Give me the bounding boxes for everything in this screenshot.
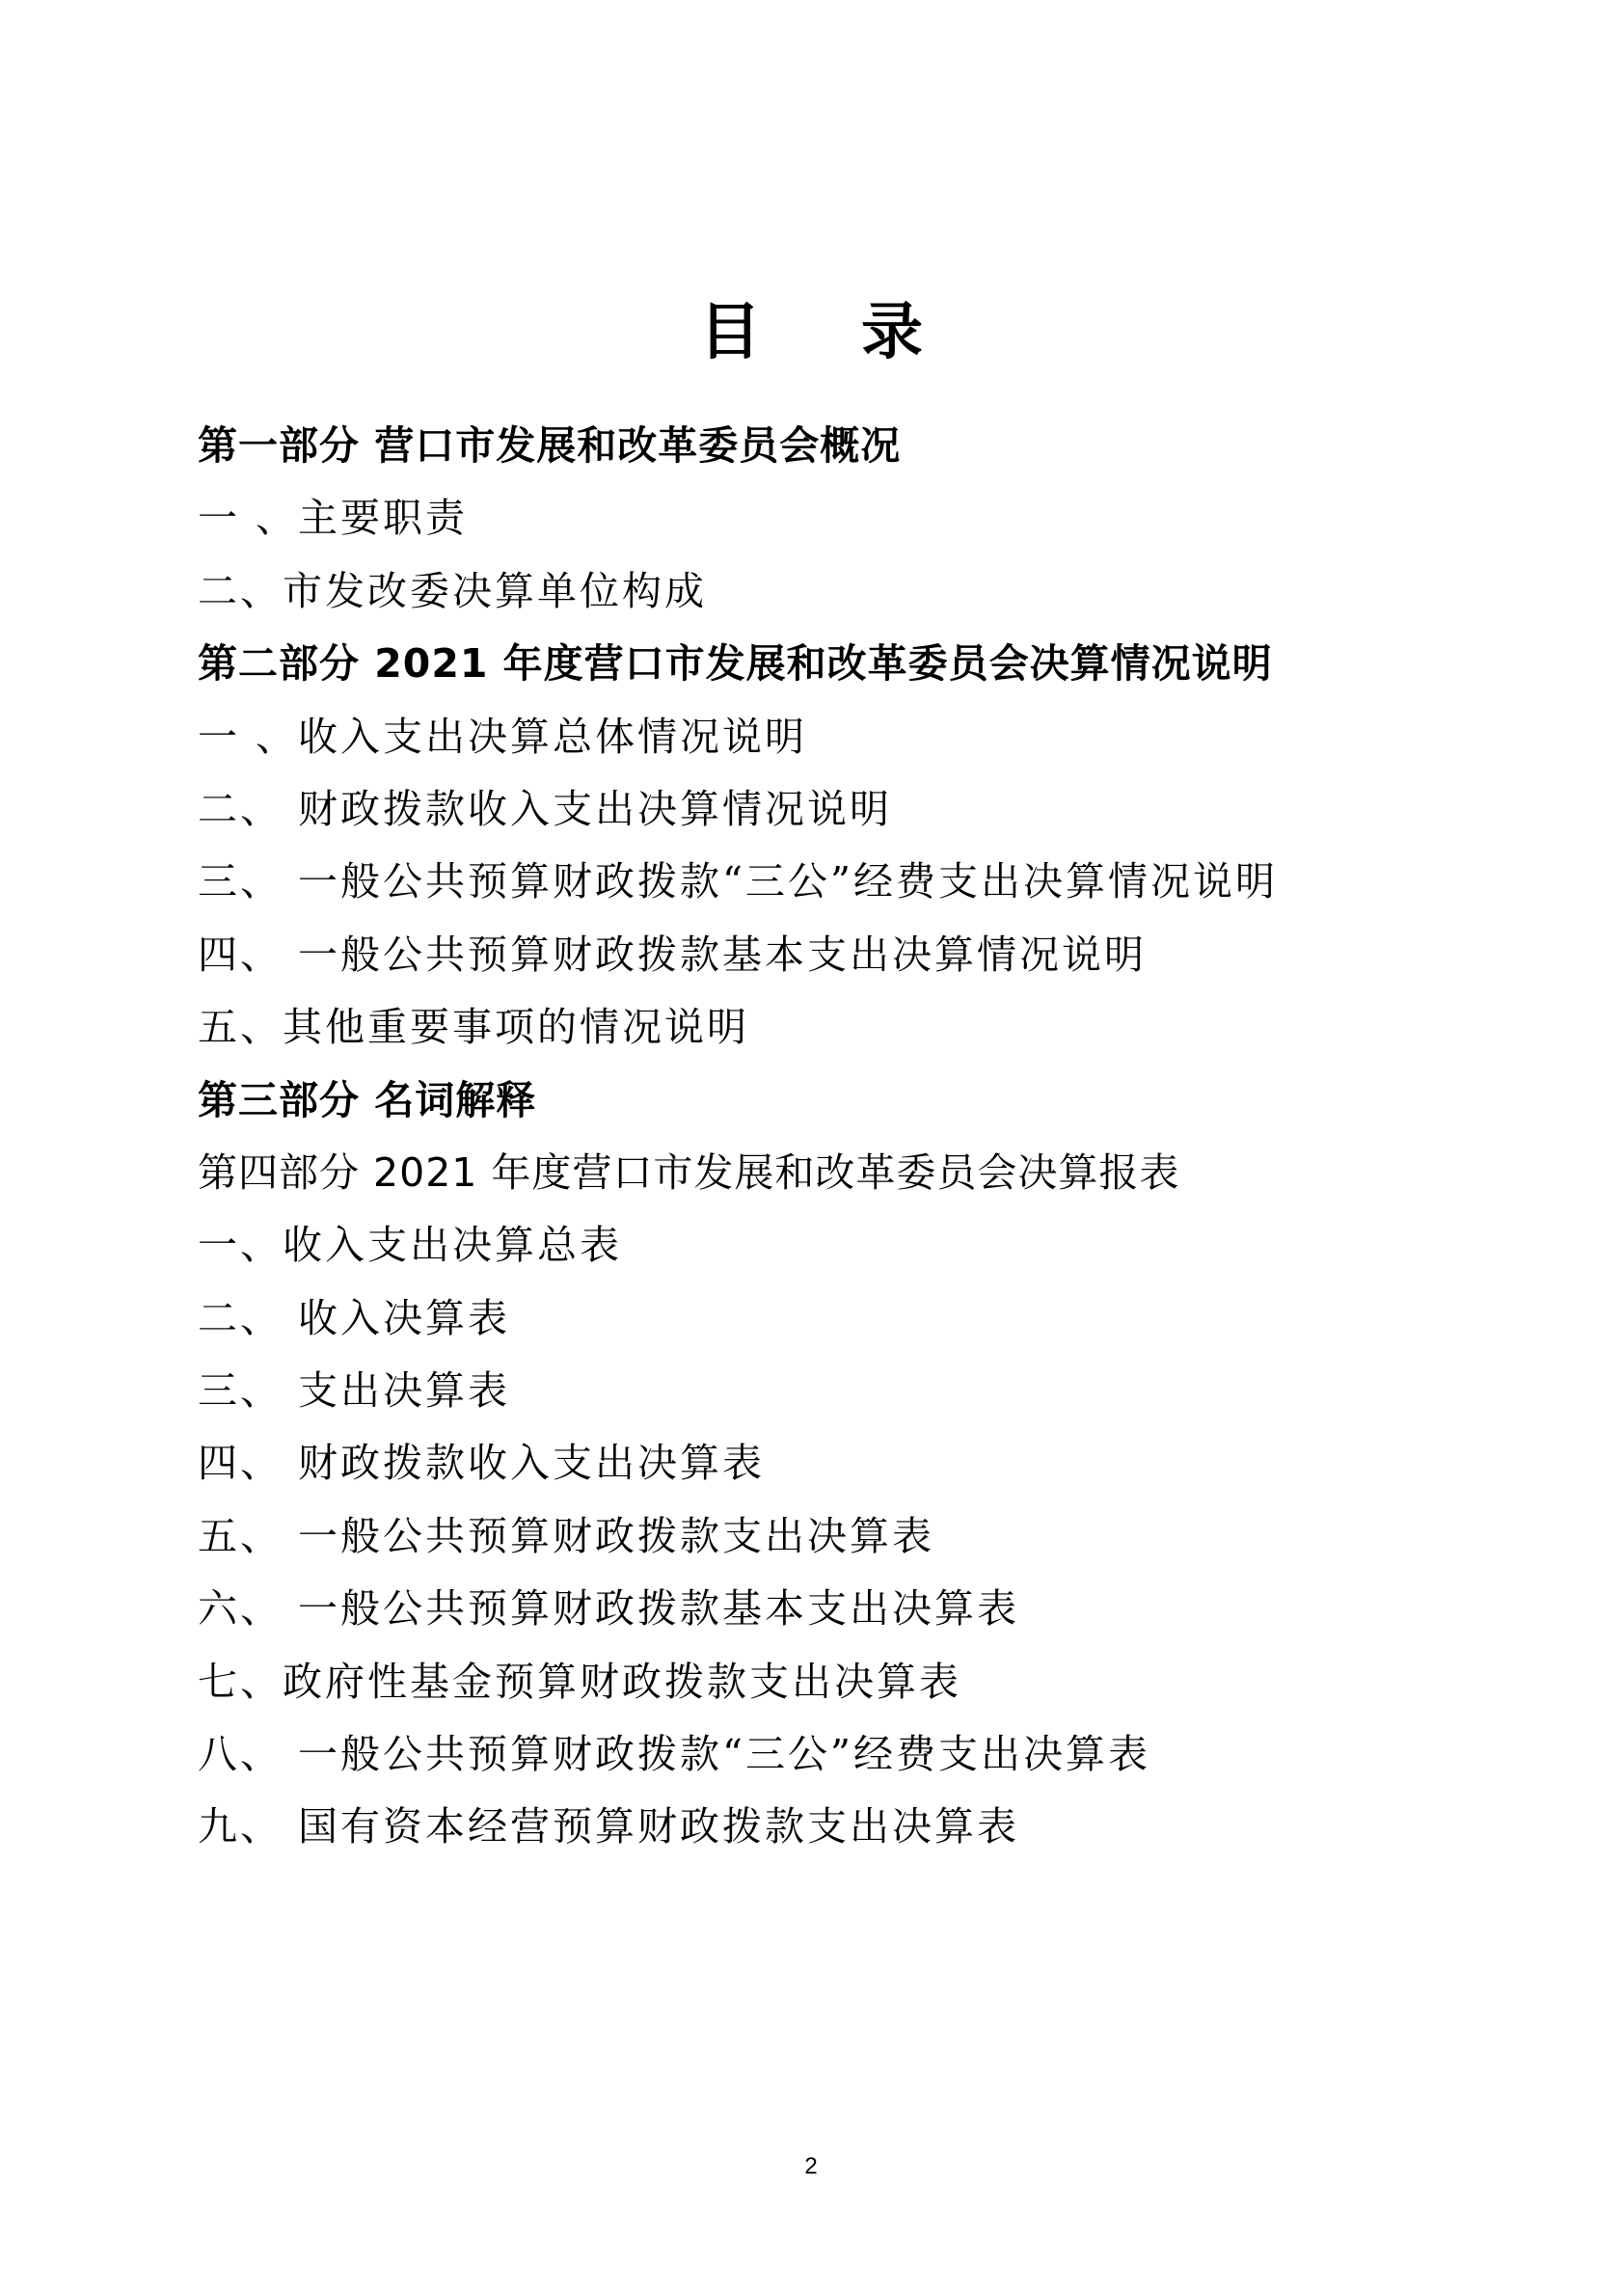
toc-item: 四、 一般公共预算财政拨款基本支出决算情况说明 [198, 931, 1148, 978]
toc-part-heading: 第一部分 营口市发展和改革委员会概况 [198, 422, 902, 469]
toc-item: 二、市发改委决算单位构成 [198, 567, 707, 614]
toc-item: 一 、收入支出决算总体情况说明 [198, 713, 808, 760]
toc-item: 八、 一般公共预算财政拨款“三公”经费支出决算表 [198, 1731, 1150, 1778]
toc-item: 五、其他重要事项的情况说明 [198, 1004, 749, 1051]
toc-item: 三、 一般公共预算财政拨款“三公”经费支出决算情况说明 [198, 858, 1278, 905]
toc-item: 二、 收入决算表 [198, 1294, 511, 1341]
toc-item: 七、政府性基金预算财政拨款支出决算表 [198, 1658, 961, 1705]
toc-item: 五、 一般公共预算财政拨款支出决算表 [198, 1512, 935, 1559]
toc-part-heading: 第四部分 2021 年度营口市发展和改革委员会决算报表 [198, 1148, 1180, 1196]
toc-item: 一、收入支出决算总表 [198, 1222, 622, 1269]
table-of-contents [198, 410, 1451, 1864]
toc-item: 一 、主要职责 [198, 495, 469, 542]
toc-item: 六、 一般公共预算财政拨款基本支出决算表 [198, 1585, 1020, 1633]
toc-item: 九、 国有资本经营预算财政拨款支出决算表 [198, 1803, 1020, 1850]
toc-item: 二、 财政拨款收入支出决算情况说明 [198, 785, 893, 832]
toc-part-heading: 第三部分 名词解释 [198, 1076, 537, 1123]
toc-item: 四、 财政拨款收入支出决算表 [198, 1440, 766, 1487]
toc-item: 三、 支出决算表 [198, 1367, 511, 1415]
toc-part-heading: 第二部分 2021 年度营口市发展和改革委员会决算情况说明 [198, 640, 1273, 688]
page-number: 2 [804, 2153, 818, 2179]
page-title: 目录 [699, 296, 1023, 368]
